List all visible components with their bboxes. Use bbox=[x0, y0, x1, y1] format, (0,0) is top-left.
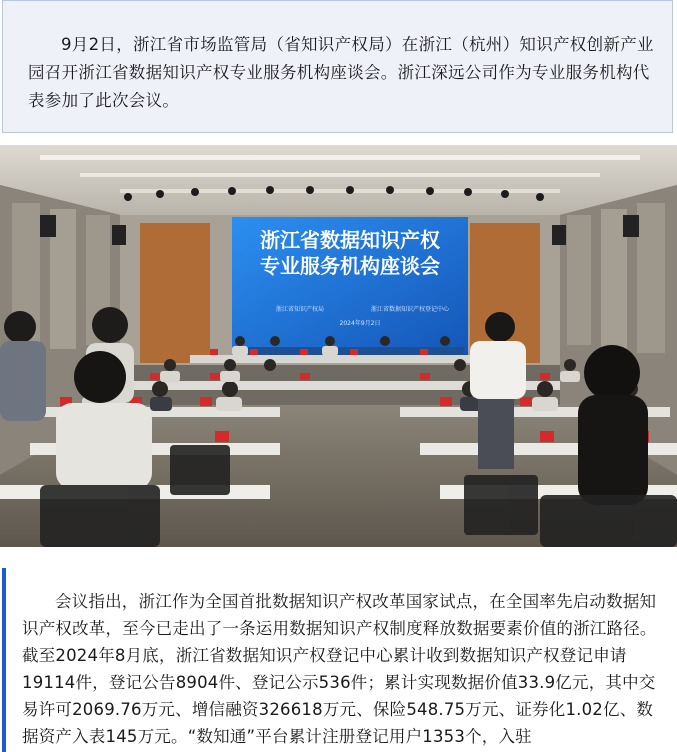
screen-title-line1: 浙江省数据知识产权 bbox=[260, 228, 440, 252]
screen-date: 2024年9月2日 bbox=[339, 320, 381, 327]
screen-org-right: 浙江省数据知识产权登记中心 bbox=[370, 306, 450, 313]
accent-rule bbox=[2, 568, 6, 752]
intro-box bbox=[2, 0, 673, 133]
screen-title-line2: 专业服务机构座谈会 bbox=[260, 254, 440, 278]
screen-org-left: 浙江省知识产权局 bbox=[275, 306, 325, 313]
meeting-photo bbox=[0, 145, 677, 547]
body-paragraph: 会议指出，浙江作为全国首批数据知识产权改革国家试点，在全国率先启动数据知识产权改革，至今已走出了一条运用数据知识产权制度释放数据要素价值的浙江路径。截至2024年8月底，浙江省数据知识产权登记中心累计收到数据知识产权登记申请19114件，登记公告8904件、登记公示536件；累计实现数据价值33.9亿元，其中交易许可2069.76万元、增信融资326618万元、保险548.75万元、证券化1.02亿、数据资产入表145万元。“数知通”平台累计注册登记用户1353个，入驻 bbox=[22, 592, 657, 746]
intro-paragraph: 9月2日，浙江省市场监管局（省知识产权局）在浙江（杭州）知识产权创新产业园召开浙江省数据知识产权专业服务机构座谈会。浙江深远公司作为专业服务机构代表参加了此次会议。 bbox=[28, 35, 654, 110]
